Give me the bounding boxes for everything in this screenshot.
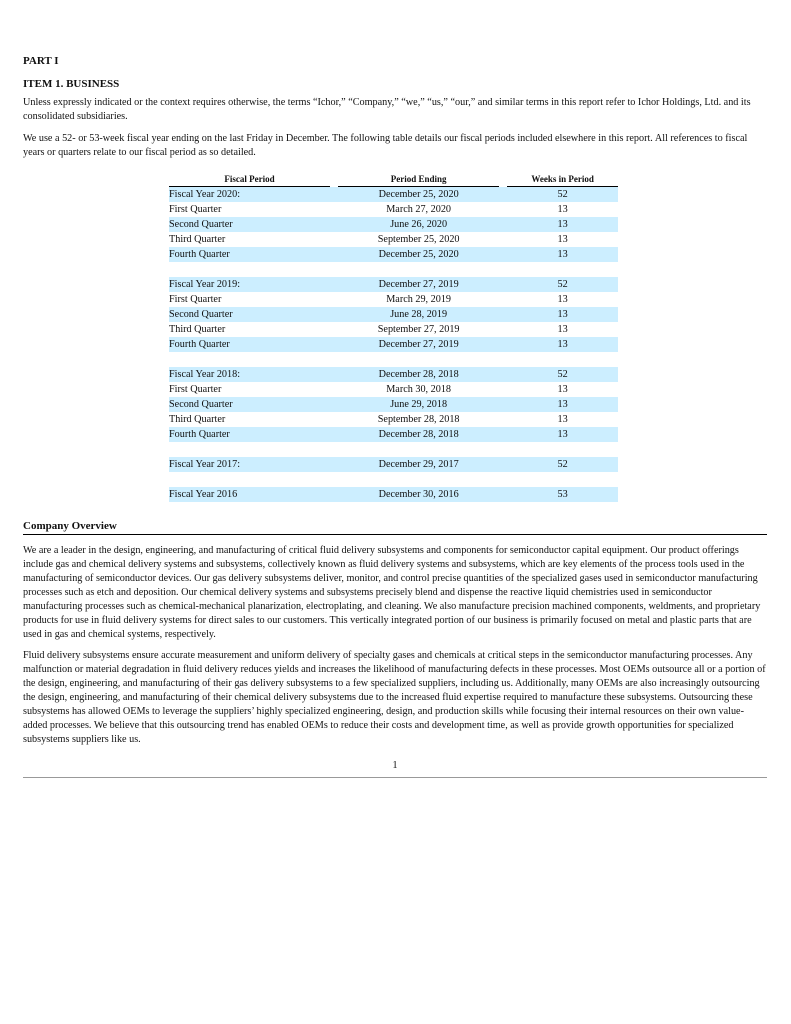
cell-period-ending: December 28, 2018 [338, 367, 499, 382]
cell-gap [330, 247, 338, 262]
cell-weeks: 13 [507, 247, 618, 262]
cell-fiscal-period: First Quarter [169, 294, 222, 305]
table-row [169, 412, 618, 427]
column-header-fiscal-period: Fiscal Period [169, 173, 330, 187]
spacer-cell [507, 442, 618, 457]
table-row [169, 247, 618, 262]
cell-weeks: 13 [507, 427, 618, 442]
cell-gap [330, 187, 338, 203]
cell-fiscal-period: Fourth Quarter [169, 427, 330, 442]
spacer-cell [169, 262, 330, 277]
part-heading: PART I [23, 55, 59, 67]
cell-period-ending: December 25, 2020 [338, 247, 499, 262]
cell-gap [330, 367, 338, 382]
spacer-cell [169, 472, 330, 487]
table-row [169, 337, 618, 352]
cell-gap [499, 427, 507, 442]
cell-weeks: 13 [557, 234, 568, 245]
cell-weeks: 52 [507, 367, 618, 382]
spacer-cell [169, 352, 330, 367]
spacer-cell [169, 442, 330, 457]
cell-period-ending: December 30, 2016 [338, 487, 499, 502]
table-row [169, 217, 618, 232]
cell-fiscal-period: Third Quarter [169, 324, 226, 335]
intro-paragraph-2: We use a 52- or 53-week fiscal year ending on the last Friday in December. The following table details our fiscal periods included elsewhere in this report. All references to fiscal years or quarters relate to our fiscal period as so detailed. [23, 133, 748, 158]
cell-period-ending: December 27, 2019 [338, 337, 499, 352]
cell-weeks: 13 [557, 294, 568, 305]
item-heading: ITEM 1. BUSINESS [23, 78, 120, 90]
table-row [169, 232, 618, 247]
cell-gap [499, 367, 507, 382]
cell-gap [499, 382, 507, 397]
table-row [169, 322, 618, 337]
column-gap [330, 173, 338, 187]
column-header-weeks: Weeks in Period [507, 173, 618, 187]
cell-gap [499, 217, 507, 232]
cell-fiscal-period: Fourth Quarter [169, 247, 330, 262]
table-row [169, 487, 618, 502]
overview-paragraph-1: We are a leader in the design, engineering, and manufacturing of critical fluid delivery subsystems and components for semiconductor capital equipment. Our product offerings include gas and chemical delivery systems and subsystems, collectively known as fluid delivery systems and subsystems, which are key elements of the process tools used in the manufacturing of semiconductor devices. Our gas delivery subsystems deliver, monitor, and control precise quantities of the specialized gases used in semiconductor manufacturing processes such as etch and deposition. Our chemical delivery systems and subsystems precisely blend and dispense the reactive liquid chemistries used in semiconductor manufacturing processes such as chemical-mechanical planarization, electroplating, and cleaning. We also manufacture precision machined components, weldments, and proprietary products for use in fluid delivery systems for direct sales to our customers. This vertically integrated portion of our business is primarily focused on metal and plastic parts that are used in gas and chemical systems, respectively. [23, 545, 761, 640]
cell-weeks: 13 [557, 384, 568, 395]
cell-fiscal-period: Third Quarter [169, 414, 226, 425]
table-row [169, 427, 618, 442]
cell-fiscal-period: First Quarter [169, 384, 222, 395]
cell-gap [330, 382, 338, 397]
table-row [169, 457, 618, 472]
spacer-cell [338, 262, 499, 277]
table-body [169, 187, 618, 503]
table-row [169, 292, 618, 307]
table-spacer-row [169, 472, 618, 487]
table-spacer-row [169, 262, 618, 277]
cell-fiscal-period: Fiscal Year 2018: [169, 367, 330, 382]
intro-paragraph-1: Unless expressly indicated or the context requires otherwise, the terms “Ichor,” “Company,” “we,” “us,” “our,” and similar terms in this report refer to Ichor Holdings, Ltd. and its consolidated subsidiaries. [23, 97, 751, 122]
table-row [169, 202, 618, 217]
cell-gap [330, 292, 338, 307]
cell-period-ending: March 30, 2018 [386, 384, 452, 395]
cell-gap [499, 202, 507, 217]
page-number: 1 [392, 760, 398, 771]
cell-fiscal-period: Second Quarter [169, 307, 330, 322]
column-header-period-ending: Period Ending [338, 173, 499, 187]
cell-fiscal-period: Fiscal Year 2020: [169, 187, 330, 203]
cell-period-ending: March 29, 2019 [386, 294, 452, 305]
cell-period-ending: June 29, 2018 [338, 397, 499, 412]
column-gap [499, 173, 507, 187]
table-row [169, 277, 618, 292]
cell-gap [330, 487, 338, 502]
cell-fiscal-period: Fiscal Year 2019: [169, 277, 330, 292]
spacer-cell [330, 352, 338, 367]
spacer-cell [507, 472, 618, 487]
cell-weeks: 13 [507, 217, 618, 232]
cell-period-ending: September 28, 2018 [377, 414, 460, 425]
cell-gap [330, 337, 338, 352]
cell-period-ending: December 25, 2020 [338, 187, 499, 203]
cell-gap [499, 457, 507, 472]
cell-period-ending: September 27, 2019 [377, 324, 460, 335]
cell-fiscal-period: First Quarter [169, 204, 222, 215]
cell-gap [499, 187, 507, 203]
cell-fiscal-period: Fiscal Year 2017: [169, 457, 330, 472]
cell-fiscal-period: Second Quarter [169, 397, 330, 412]
cell-period-ending: June 26, 2020 [338, 217, 499, 232]
spacer-cell [330, 442, 338, 457]
cell-period-ending: March 27, 2020 [386, 204, 452, 215]
table-row [169, 367, 618, 382]
cell-gap [499, 292, 507, 307]
cell-period-ending: June 28, 2019 [338, 307, 499, 322]
cell-weeks: 13 [507, 307, 618, 322]
table-header-row [169, 173, 618, 187]
spacer-cell [338, 472, 499, 487]
table-row [169, 382, 618, 397]
cell-fiscal-period: Third Quarter [169, 234, 226, 245]
cell-gap [499, 322, 507, 337]
cell-gap [330, 232, 338, 247]
spacer-cell [507, 262, 618, 277]
table-row [169, 187, 618, 203]
cell-gap [330, 397, 338, 412]
spacer-cell [330, 262, 338, 277]
spacer-cell [338, 442, 499, 457]
footer-rule [23, 777, 767, 778]
cell-gap [499, 397, 507, 412]
cell-fiscal-period: Fiscal Year 2016 [169, 487, 330, 502]
cell-weeks: 13 [507, 397, 618, 412]
cell-weeks: 52 [507, 457, 618, 472]
spacer-cell [499, 472, 507, 487]
cell-period-ending: December 29, 2017 [338, 457, 499, 472]
table-row [169, 397, 618, 412]
cell-weeks: 13 [507, 337, 618, 352]
company-overview-heading: Company Overview [23, 520, 767, 535]
spacer-cell [330, 472, 338, 487]
cell-gap [330, 307, 338, 322]
cell-gap [499, 247, 507, 262]
cell-gap [499, 307, 507, 322]
cell-gap [330, 412, 338, 427]
table-row [169, 307, 618, 322]
spacer-cell [499, 352, 507, 367]
cell-weeks: 13 [557, 324, 568, 335]
cell-fiscal-period: Fourth Quarter [169, 337, 330, 352]
cell-gap [499, 412, 507, 427]
cell-gap [330, 457, 338, 472]
cell-gap [330, 322, 338, 337]
cell-weeks: 13 [557, 414, 568, 425]
cell-gap [499, 232, 507, 247]
cell-gap [330, 217, 338, 232]
fiscal-period-table [169, 173, 618, 502]
cell-period-ending: December 28, 2018 [338, 427, 499, 442]
spacer-cell [499, 262, 507, 277]
cell-weeks: 13 [557, 204, 568, 215]
overview-paragraph-2: Fluid delivery subsystems ensure accurate measurement and uniform delivery of specialty gases and chemicals at critical steps in the semiconductor manufacturing processes. Any malfunction or material degradation in fluid delivery reduces yields and increases the likelihood of manufacturing defects in these processes. Most OEMs outsource all or a portion of the design, engineering, and manufacturing of their gas delivery subsystems to a few specialized suppliers, including us. Additionally, many OEMs are also increasingly outsourcing the design, engineering, and manufacturing of their chemical delivery subsystems due to the increased fluid expertise required to manufacture these subsystems. Outsourcing these subsystems has allowed OEMs to leverage the suppliers’ highly specialized engineering, design, and production skills while focusing their internal resources on their own value-added processes. We believe that this outsourcing trend has enabled OEMs to reduce their costs and development time, as well as provide growth opportunities for specialized subsystems suppliers like us. [23, 650, 766, 745]
cell-weeks: 52 [507, 187, 618, 203]
cell-gap [330, 277, 338, 292]
spacer-cell [507, 352, 618, 367]
cell-gap [499, 487, 507, 502]
cell-gap [499, 277, 507, 292]
cell-weeks: 52 [507, 277, 618, 292]
cell-gap [330, 427, 338, 442]
cell-period-ending: September 25, 2020 [377, 234, 460, 245]
cell-period-ending: December 27, 2019 [338, 277, 499, 292]
spacer-cell [338, 352, 499, 367]
cell-fiscal-period: Second Quarter [169, 217, 330, 232]
spacer-cell [499, 442, 507, 457]
table-spacer-row [169, 352, 618, 367]
cell-gap [499, 337, 507, 352]
table-spacer-row [169, 442, 618, 457]
cell-gap [330, 202, 338, 217]
cell-weeks: 53 [507, 487, 618, 502]
